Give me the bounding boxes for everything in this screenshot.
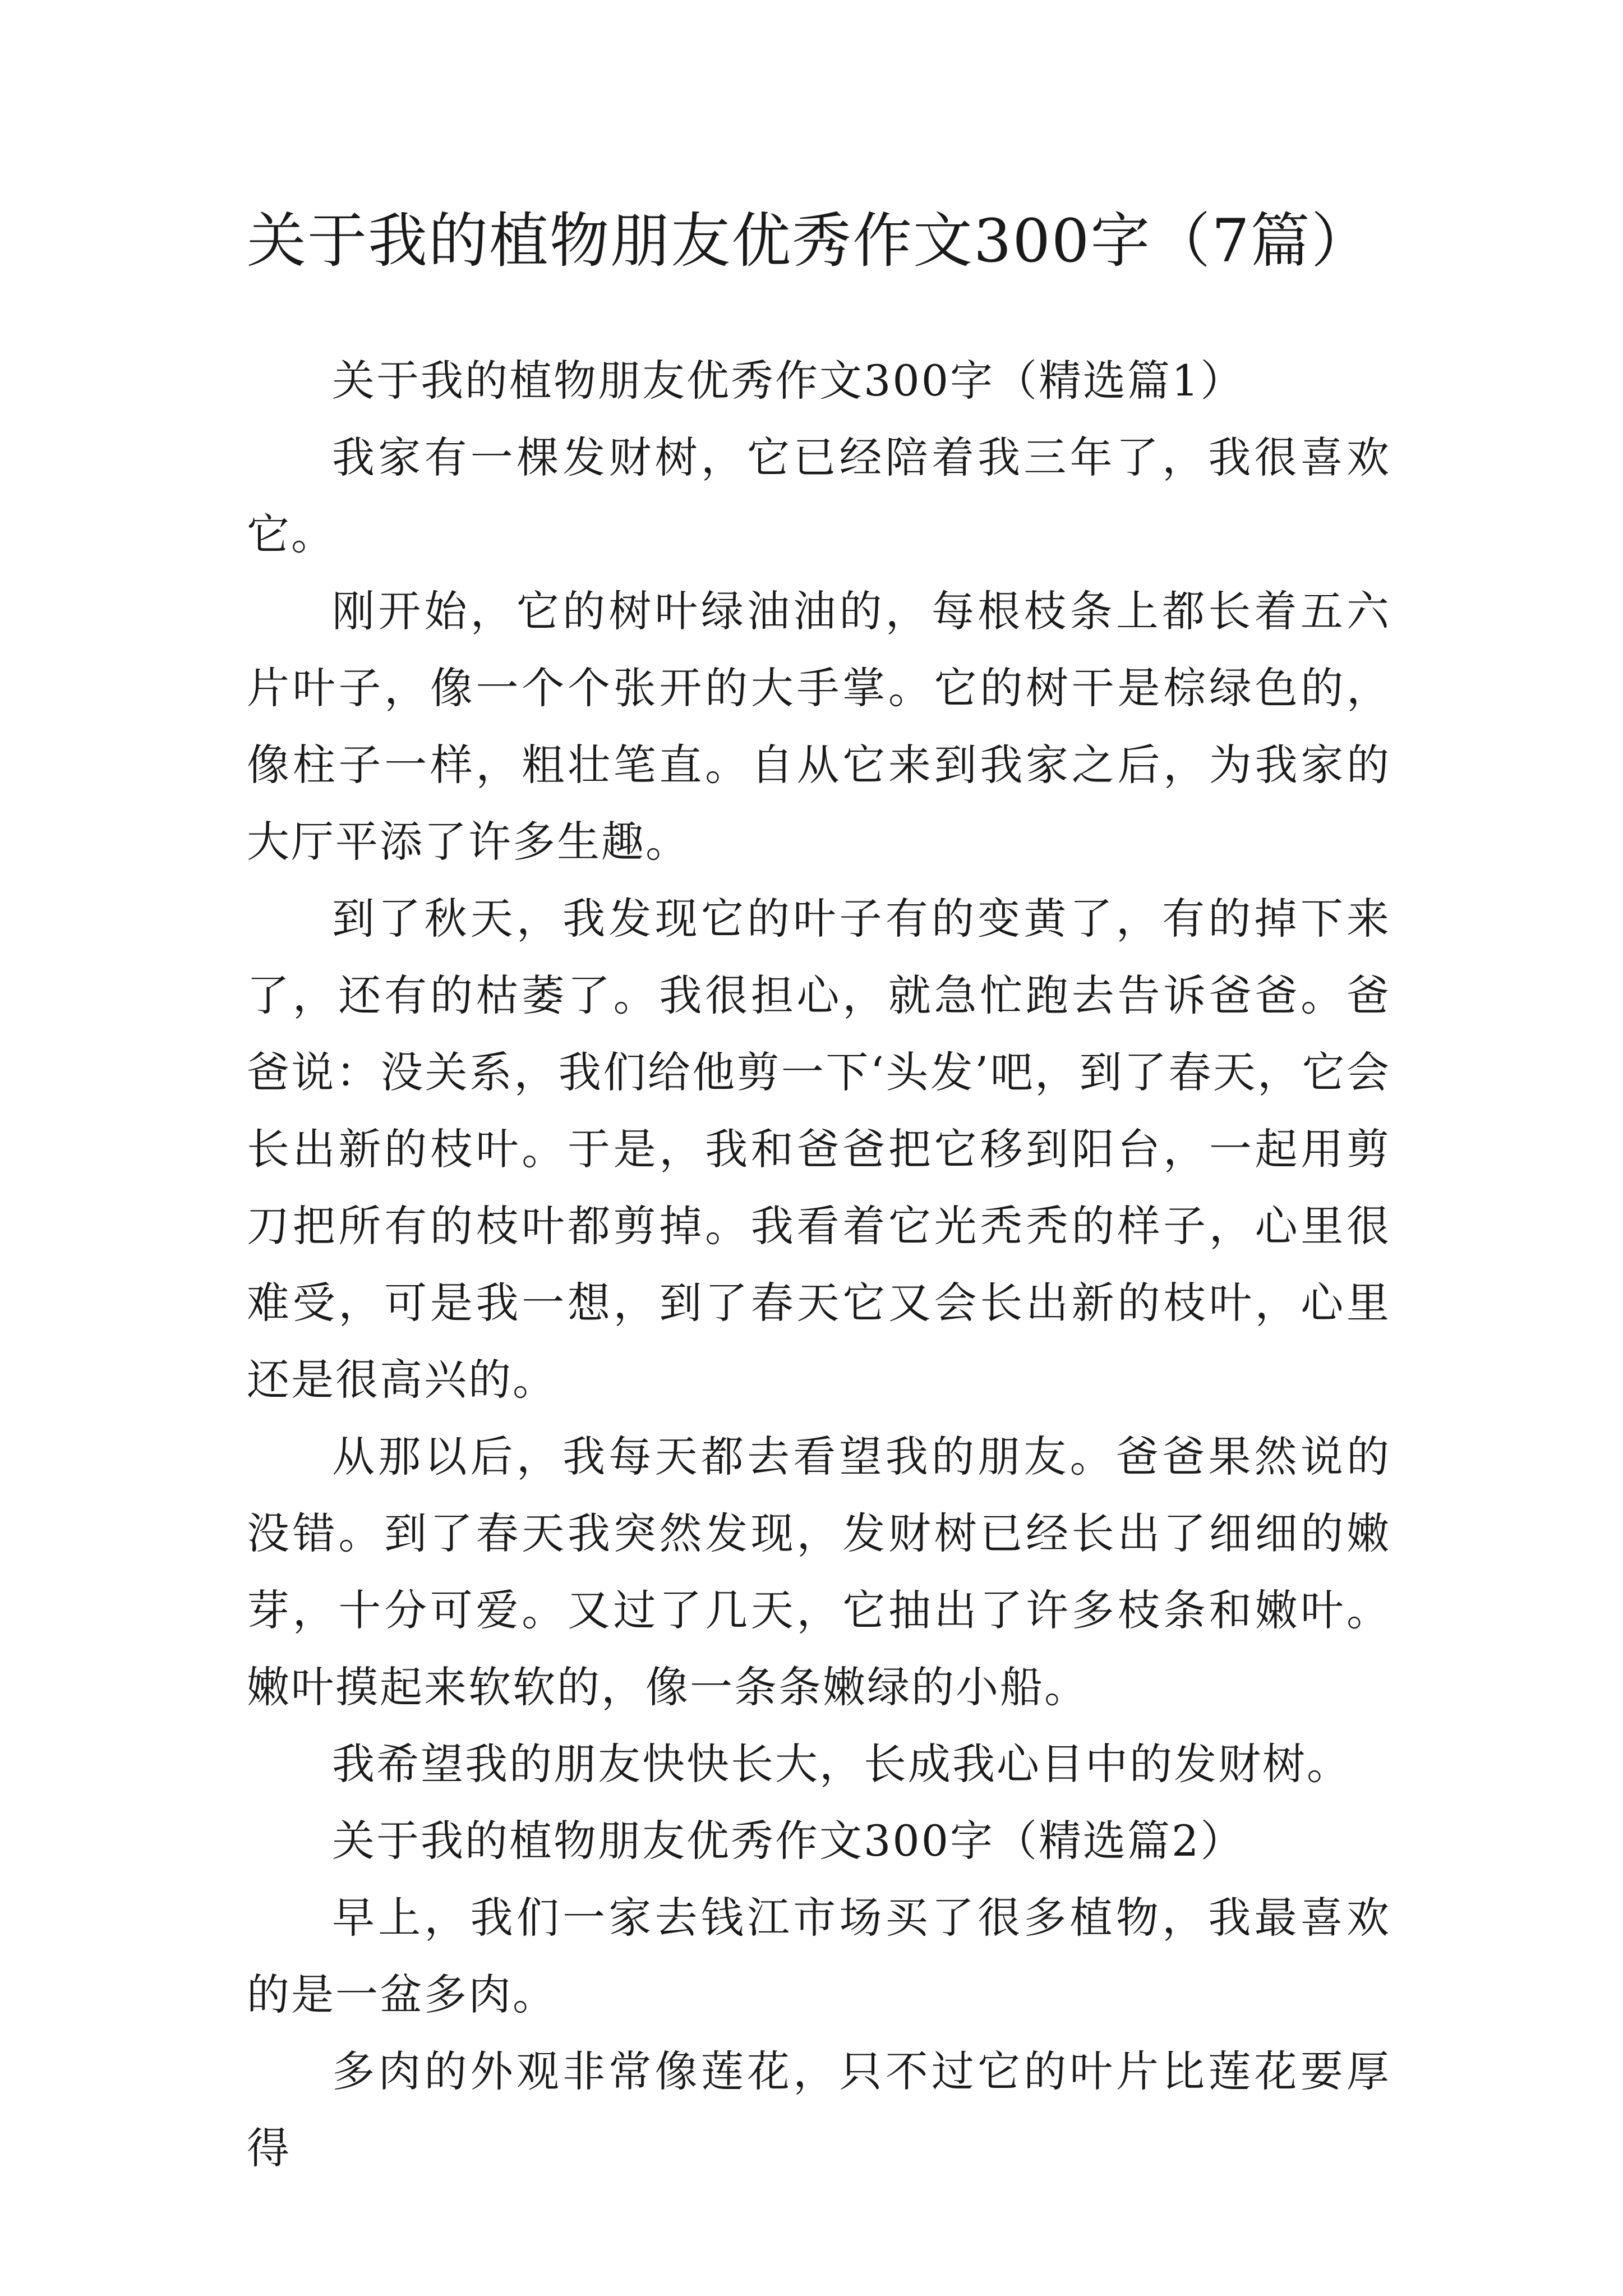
paragraph: 我家有一棵发财树，它已经陪着我三年了，我很喜欢它。 (247, 432, 1391, 559)
essay-2-heading: 关于我的植物朋友优秀作文300字（精选篇2） (332, 1816, 1245, 1866)
paragraph: 从那以后，我每天都去看望我的朋友。爸爸果然说的没错。到了春天我突然发现，发财树已经长出了细细的嫩芽，十分可爱。又过了几天，它抽出了许多枝条和嫩叶。嫩叶摸起来软软的，像一条条嫩绿的小船。 (247, 1432, 1391, 1712)
essay-1-heading: 关于我的植物朋友优秀作文300字（精选篇1） (332, 356, 1245, 406)
paragraph: 多肉的外观非常像莲花，只不过它的叶片比莲花要厚得 (247, 2046, 1391, 2173)
paragraph: 我希望我的朋友快快长大，长成我心目中的发财树。 (332, 1739, 1351, 1789)
paragraph: 刚开始，它的树叶绿油油的，每根枝条上都长着五六片叶子，像一个个张开的大手掌。它的树干是棕绿色的，像柱子一样，粗壮笔直。自从它来到我家之后，为我家的大厅平添了许多生趣。 (247, 586, 1391, 867)
paragraph: 早上，我们一家去钱江市场买了很多植物，我最喜欢的是一盆多肉。 (247, 1893, 1391, 2019)
document-body (247, 342, 1391, 2187)
paragraph: 到了秋天，我发现它的叶子有的变黄了，有的掉下来了，还有的枯萎了。我很担心，就急忙跑去告诉爸爸。爸爸说：没关系，我们给他剪一下‘头发’吧，到了春天，它会长出新的枝叶。于是，我和爸爸把它移到阳台，一起用剪刀把所有的枝叶都剪掉。我看着它光秃秃的样子，心里很难受，可是我一想，到了春天它又会长出新的枝叶，心里还是很高兴的。 (247, 894, 1391, 1405)
document-title: 关于我的植物朋友优秀作文300字（7篇） (247, 206, 1372, 275)
